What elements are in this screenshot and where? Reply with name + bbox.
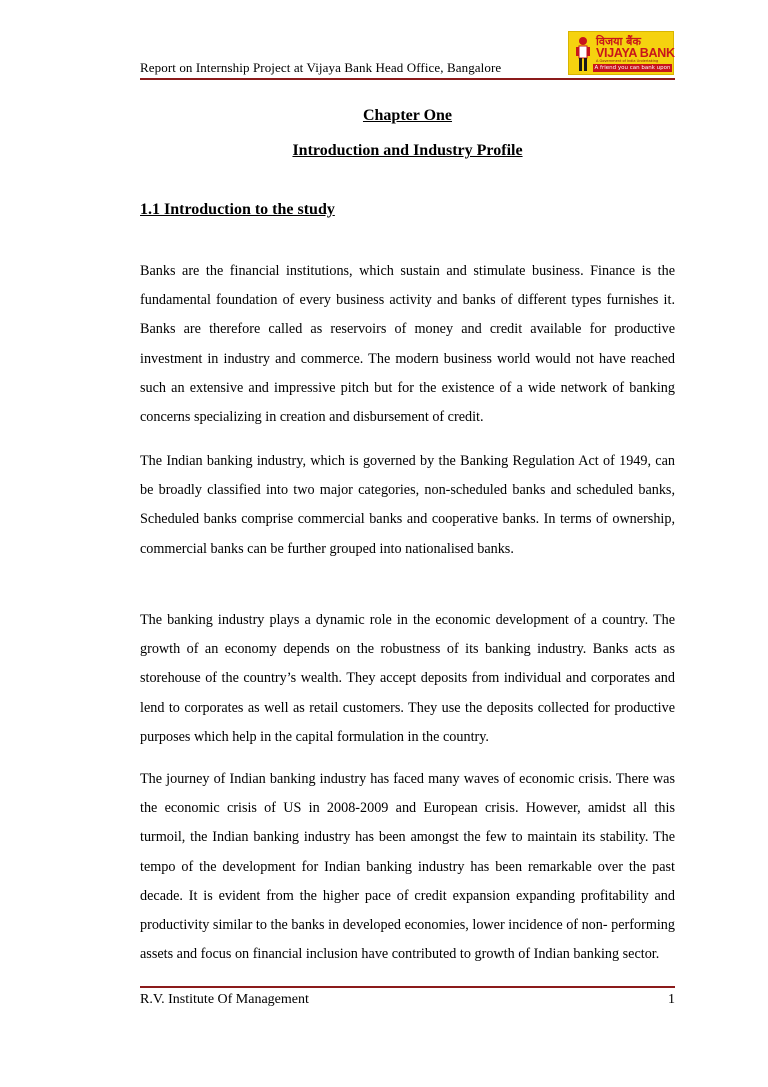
logo-sub-text: A Government of India Undertaking — [596, 59, 659, 63]
chapter-subtitle: Introduction and Industry Profile — [292, 142, 523, 159]
vijaya-bank-logo — [568, 31, 674, 75]
logo-tagline: A friend you can bank upon — [594, 65, 671, 71]
header-text: Report on Internship Project at Vijaya Bank Head Office, Bangalore — [140, 60, 502, 75]
mascot-icon — [572, 35, 594, 73]
page-number: 1 — [668, 992, 675, 1007]
logo-hindi-text: विजया बैंक — [596, 35, 641, 48]
paragraph: The journey of Indian banking industry has faced many waves of economic crisis. There was the economic crisis of US in 2008-2009 and European crisis. However, amidst all this turmoil, the Indian banking industry has been amongst the few to maintain its stability. The tempo of the development for Indian banking industry has been remarkable over the past decade. It is evident from the higher pace of credit expansion expanding profitability and productivity similar to the banks in developed economies, lower incidence of non- performing assets and focus on financial inclusion have contributed to growth of Indian banking sector. — [140, 771, 675, 963]
paragraph: The Indian banking industry, which is governed by the Banking Regulation Act of 1949, can be broadly classified into two major categories, non-scheduled banks and scheduled banks, Scheduled banks comprise commercial banks and cooperative banks. In terms of ownership, commercial banks can be further grouped into nationalised banks. — [140, 453, 675, 557]
section-heading: 1.1 Introduction to the study — [140, 201, 335, 218]
header-divider — [140, 78, 675, 80]
paragraph: The banking industry plays a dynamic role in the economic development of a country. The growth of an economy depends on the robustness of its banking industry. Banks acts as storehouse of the country’s wealth. They accept deposits from individual and corporates and lend to corporates as well as retail customers. They use the deposits collected for productive purposes which help in the capital formulation in the country. — [140, 612, 675, 745]
footer-institute: R.V. Institute Of Management — [140, 992, 309, 1007]
logo-name-text: VIJAYA BANK — [596, 46, 675, 60]
footer-divider — [140, 986, 675, 988]
chapter-title: Chapter One — [362, 107, 453, 124]
paragraph: Banks are the financial institutions, which sustain and stimulate business. Finance is the fundamental foundation of every business activity and banks of different types furnishes it. Banks are therefore called as reservoirs of money and credit available for productive investment in industry and commerce. The modern business world would not have reached such an extensive and impressive pitch but for the existence of a wide network of banking concerns specializing in creation and disbursement of credit. — [140, 263, 675, 426]
